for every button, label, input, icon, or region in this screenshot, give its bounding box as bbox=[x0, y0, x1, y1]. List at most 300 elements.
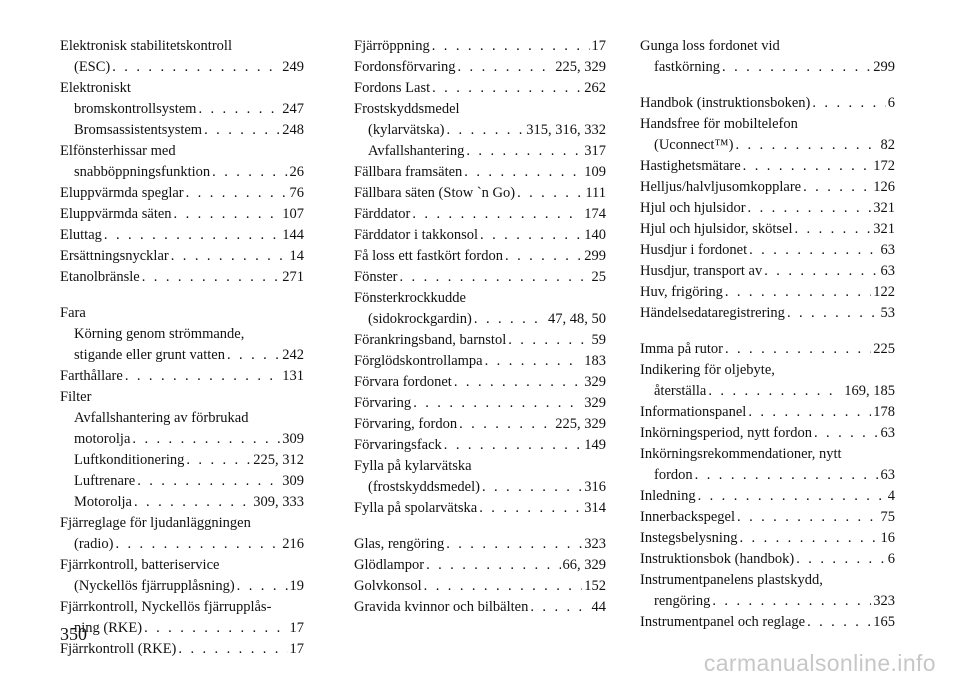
index-entry bbox=[60, 450, 304, 471]
index-entry bbox=[640, 339, 895, 360]
index-entry bbox=[640, 570, 895, 612]
index-entry bbox=[640, 423, 895, 444]
section-gap bbox=[60, 288, 304, 303]
index-term: återställa bbox=[654, 383, 707, 399]
page-reference: 299 bbox=[873, 59, 895, 75]
index-entry bbox=[60, 597, 304, 639]
index-entry bbox=[60, 387, 304, 450]
index-line bbox=[354, 414, 606, 435]
dot-leader bbox=[400, 267, 590, 288]
page-reference: 149 bbox=[584, 437, 606, 453]
index-entry bbox=[640, 261, 895, 282]
dot-leader bbox=[186, 450, 251, 471]
page-reference: 242 bbox=[282, 347, 304, 363]
page-reference: 19 bbox=[289, 578, 304, 594]
index-term: Huv, frigöring bbox=[640, 284, 723, 300]
page-reference: 59 bbox=[591, 332, 606, 348]
index-term: Elektroniskt bbox=[60, 80, 131, 96]
dot-leader bbox=[748, 402, 871, 423]
page-reference: 172 bbox=[873, 158, 895, 174]
index-term: Fjärrkontroll (RKE) bbox=[60, 641, 177, 657]
page-reference: 174 bbox=[584, 206, 606, 222]
dot-leader bbox=[454, 372, 582, 393]
index-term: Fjärrkontroll, Nyckellös fjärrupplås- bbox=[60, 599, 272, 615]
dot-leader bbox=[227, 345, 280, 366]
index-term: Instruktionsbok (handbok) bbox=[640, 551, 795, 567]
page-reference: 309 bbox=[282, 431, 304, 447]
index-term: Förglödskontrollampa bbox=[354, 353, 483, 369]
index-term: Färddator i takkonsol bbox=[354, 227, 479, 243]
index-line bbox=[640, 486, 895, 507]
dot-leader bbox=[125, 366, 280, 387]
index-line bbox=[60, 141, 304, 162]
index-line bbox=[354, 120, 606, 141]
page-reference: 140 bbox=[584, 227, 606, 243]
index-term: Instrumentpanel och reglage bbox=[640, 614, 806, 630]
index-term: (Nyckellös fjärrupplåsning) bbox=[74, 578, 235, 594]
index-entry bbox=[354, 78, 606, 99]
page-reference: 63 bbox=[880, 425, 895, 441]
page-reference: 321 bbox=[873, 200, 895, 216]
page-reference: 144 bbox=[282, 227, 304, 243]
page-reference: 271 bbox=[282, 269, 304, 285]
dot-leader bbox=[178, 639, 287, 660]
index-term: Instrumentpanelens plastskydd, bbox=[640, 572, 823, 588]
index-line bbox=[354, 267, 606, 288]
index-term: fordon bbox=[654, 467, 693, 483]
page-reference: 63 bbox=[880, 242, 895, 258]
index-line bbox=[640, 549, 895, 570]
index-entry bbox=[354, 162, 606, 183]
index-term: (kylarvätska) bbox=[368, 122, 445, 138]
dot-leader bbox=[505, 246, 582, 267]
index-term: Eluppvärmda speglar bbox=[60, 185, 184, 201]
page-reference: 321 bbox=[873, 221, 895, 237]
index-line bbox=[354, 477, 606, 498]
index-term: Fällbara säten (Stow `n Go) bbox=[354, 185, 516, 201]
index-line bbox=[354, 576, 606, 597]
index-term: Handbok (instruktionsboken) bbox=[640, 95, 811, 111]
dot-leader bbox=[413, 393, 582, 414]
index-line bbox=[60, 183, 304, 204]
index-term: Förvaring, fordon bbox=[354, 416, 458, 432]
dot-leader bbox=[794, 219, 871, 240]
index-line bbox=[60, 78, 304, 99]
index-entry bbox=[354, 141, 606, 162]
page-reference: 66, 329 bbox=[562, 557, 606, 573]
page-reference: 131 bbox=[282, 368, 304, 384]
dot-leader bbox=[464, 162, 582, 183]
dot-leader bbox=[137, 471, 280, 492]
dot-leader bbox=[134, 492, 251, 513]
index-line bbox=[60, 324, 304, 345]
index-line bbox=[640, 240, 895, 261]
index-line bbox=[640, 402, 895, 423]
index-line bbox=[640, 360, 895, 381]
index-line bbox=[354, 246, 606, 267]
index-term: Fällbara framsäten bbox=[354, 164, 463, 180]
index-term: Gravida kvinnor och bilbälten bbox=[354, 599, 529, 615]
dot-leader bbox=[722, 57, 871, 78]
index-entry bbox=[354, 57, 606, 78]
index-entry bbox=[640, 198, 895, 219]
index-entry bbox=[354, 597, 606, 618]
index-term: Körning genom strömmande, bbox=[74, 326, 245, 342]
index-entry bbox=[60, 555, 304, 597]
page-reference: 249 bbox=[282, 59, 304, 75]
index-term: Händelsedataregistrering bbox=[640, 305, 785, 321]
index-term: Husdjur, transport av bbox=[640, 263, 763, 279]
index-term: ning (RKE) bbox=[74, 620, 143, 636]
index-term: Etanolbränsle bbox=[60, 269, 140, 285]
dot-leader bbox=[198, 99, 280, 120]
index-line bbox=[640, 114, 895, 135]
index-line bbox=[60, 99, 304, 120]
index-term: Luftkonditionering bbox=[74, 452, 185, 468]
index-term: Eluppvärmda säten bbox=[60, 206, 172, 222]
index-entry bbox=[640, 486, 895, 507]
section-gap bbox=[354, 519, 606, 534]
index-term: Luftrenare bbox=[74, 473, 136, 489]
dot-leader bbox=[142, 267, 281, 288]
page-reference: 329 bbox=[584, 395, 606, 411]
dot-leader bbox=[737, 507, 878, 528]
page-reference: 316 bbox=[584, 479, 606, 495]
index-line bbox=[354, 99, 606, 120]
index-line bbox=[354, 162, 606, 183]
index-line bbox=[354, 393, 606, 414]
index-term: Gunga loss fordonet vid bbox=[640, 38, 780, 54]
index-term: Förvaringsfack bbox=[354, 437, 442, 453]
index-entry bbox=[354, 183, 606, 204]
index-term: fastkörning bbox=[654, 59, 721, 75]
index-entry bbox=[354, 555, 606, 576]
dot-leader bbox=[796, 549, 886, 570]
index-line bbox=[640, 282, 895, 303]
index-line bbox=[354, 225, 606, 246]
index-entry bbox=[354, 288, 606, 330]
page-reference: 76 bbox=[289, 185, 304, 201]
page-reference: 16 bbox=[880, 530, 895, 546]
dot-leader bbox=[446, 534, 582, 555]
page-reference: 314 bbox=[584, 500, 606, 516]
index-line bbox=[60, 429, 304, 450]
index-term: Fara bbox=[60, 305, 86, 321]
index-entry bbox=[640, 528, 895, 549]
page-reference: 315, 316, 332 bbox=[526, 122, 606, 138]
dot-leader bbox=[530, 597, 589, 618]
dot-leader bbox=[517, 183, 583, 204]
index-term: bromskontrollsystem bbox=[74, 101, 197, 117]
page-reference: 216 bbox=[282, 536, 304, 552]
page-reference: 323 bbox=[584, 536, 606, 552]
index-entry bbox=[60, 183, 304, 204]
index-term: (Uconnect™) bbox=[654, 137, 734, 153]
dot-leader bbox=[480, 225, 582, 246]
index-term: Förvaring bbox=[354, 395, 412, 411]
page-reference: 47, 48, 50 bbox=[548, 311, 606, 327]
index-term: Filter bbox=[60, 389, 92, 405]
index-entry bbox=[60, 204, 304, 225]
page-reference: 299 bbox=[584, 248, 606, 264]
index-term: Förankringsband, barnstol bbox=[354, 332, 507, 348]
dot-leader bbox=[466, 141, 582, 162]
index-entry bbox=[640, 219, 895, 240]
index-entry bbox=[354, 393, 606, 414]
index-entry bbox=[60, 120, 304, 141]
index-term: Ersättningsnycklar bbox=[60, 248, 169, 264]
index-term: Avfallshantering bbox=[368, 143, 465, 159]
index-entry bbox=[354, 204, 606, 225]
dot-leader bbox=[237, 576, 288, 597]
dot-leader bbox=[171, 246, 288, 267]
page-reference: 178 bbox=[873, 404, 895, 420]
index-entry bbox=[354, 330, 606, 351]
index-line bbox=[640, 93, 895, 114]
index-line bbox=[640, 219, 895, 240]
index-entry bbox=[354, 456, 606, 498]
index-term: Fönsterkrockkudde bbox=[354, 290, 466, 306]
index-term: (ESC) bbox=[74, 59, 111, 75]
index-entry bbox=[60, 366, 304, 387]
dot-leader bbox=[459, 414, 553, 435]
index-entry bbox=[354, 36, 606, 57]
dot-leader bbox=[698, 486, 886, 507]
index-line bbox=[60, 36, 304, 57]
index-entry bbox=[354, 498, 606, 519]
dot-leader bbox=[712, 591, 871, 612]
index-line bbox=[60, 120, 304, 141]
page-reference: 225, 329 bbox=[555, 416, 606, 432]
dot-leader bbox=[458, 57, 554, 78]
index-term: Glas, rengöring bbox=[354, 536, 445, 552]
dot-leader bbox=[807, 612, 871, 633]
page-reference: 329 bbox=[584, 374, 606, 390]
index-term: Innerbackspegel bbox=[640, 509, 736, 525]
index-line bbox=[354, 372, 606, 393]
index-line bbox=[60, 204, 304, 225]
index-line bbox=[60, 450, 304, 471]
index-term: motorolja bbox=[74, 431, 131, 447]
index-term: stigande eller grunt vatten bbox=[74, 347, 225, 363]
index-entry bbox=[354, 246, 606, 267]
index-line bbox=[354, 534, 606, 555]
index-entry bbox=[354, 267, 606, 288]
index-term: Färddator bbox=[354, 206, 411, 222]
page-reference: 111 bbox=[585, 185, 606, 201]
dot-leader bbox=[735, 135, 878, 156]
index-line bbox=[60, 471, 304, 492]
index-entry bbox=[60, 639, 304, 660]
index-term: Få loss ett fastkört fordon bbox=[354, 248, 504, 264]
page-reference: 126 bbox=[873, 179, 895, 195]
dot-leader bbox=[212, 162, 287, 183]
index-line bbox=[354, 288, 606, 309]
index-line bbox=[354, 141, 606, 162]
index-entry bbox=[354, 372, 606, 393]
dot-leader bbox=[426, 555, 560, 576]
index-line bbox=[640, 423, 895, 444]
dot-leader bbox=[695, 465, 879, 486]
section-gap bbox=[640, 78, 895, 93]
dot-leader bbox=[708, 381, 842, 402]
index-line bbox=[640, 444, 895, 465]
index-term: Inledning bbox=[640, 488, 696, 504]
index-line bbox=[60, 366, 304, 387]
index-entry bbox=[640, 402, 895, 423]
index-term: rengöring bbox=[654, 593, 711, 609]
page-reference: 17 bbox=[591, 38, 606, 54]
index-line bbox=[354, 309, 606, 330]
index-line bbox=[640, 36, 895, 57]
index-entry bbox=[60, 267, 304, 288]
section-gap bbox=[640, 324, 895, 339]
index-line bbox=[640, 591, 895, 612]
page-reference: 183 bbox=[584, 353, 606, 369]
dot-leader bbox=[444, 435, 582, 456]
page-number: 350 bbox=[60, 624, 87, 644]
index-term: Inkörningsrekommendationer, nytt bbox=[640, 446, 842, 462]
dot-leader bbox=[725, 282, 871, 303]
dot-leader bbox=[814, 423, 879, 444]
page-reference: 152 bbox=[584, 578, 606, 594]
index-entry bbox=[60, 513, 304, 555]
page-reference: 225, 312 bbox=[253, 452, 304, 468]
index-line bbox=[60, 597, 304, 618]
page-reference: 26 bbox=[289, 164, 304, 180]
index-line bbox=[640, 465, 895, 486]
index-term: Inkörningsperiod, nytt fordon bbox=[640, 425, 812, 441]
page-reference: 53 bbox=[880, 305, 895, 321]
index-entry bbox=[60, 471, 304, 492]
index-line bbox=[640, 570, 895, 591]
dot-leader bbox=[479, 498, 582, 519]
dot-leader bbox=[447, 120, 525, 141]
index-term: Fjärrkontroll, batteriservice bbox=[60, 557, 220, 573]
index-entry bbox=[640, 549, 895, 570]
index-line bbox=[354, 597, 606, 618]
index-line bbox=[640, 339, 895, 360]
index-term: Fylla på kylarvätska bbox=[354, 458, 472, 474]
page-reference: 309, 333 bbox=[253, 494, 304, 510]
page-reference: 63 bbox=[880, 263, 895, 279]
dot-leader bbox=[186, 183, 288, 204]
index-line bbox=[640, 381, 895, 402]
page-reference: 44 bbox=[591, 599, 606, 615]
dot-leader bbox=[485, 351, 583, 372]
index-term: Indikering för oljebyte, bbox=[640, 362, 775, 378]
index-entry bbox=[640, 303, 895, 324]
index-term: Avfallshantering av förbrukad bbox=[74, 410, 249, 426]
index-term: Fjärröppning bbox=[354, 38, 430, 54]
page-reference: 17 bbox=[289, 620, 304, 636]
index-line bbox=[60, 162, 304, 183]
index-term: (radio) bbox=[74, 536, 114, 552]
index-line bbox=[60, 639, 304, 660]
index-line bbox=[60, 267, 304, 288]
index-term: Farthållare bbox=[60, 368, 123, 384]
index-entry bbox=[640, 156, 895, 177]
index-line bbox=[60, 513, 304, 534]
dot-leader bbox=[803, 177, 871, 198]
index-entry bbox=[60, 225, 304, 246]
index-term: Helljus/halvljusomkopplare bbox=[640, 179, 802, 195]
dot-leader bbox=[812, 93, 885, 114]
page-reference: 317 bbox=[584, 143, 606, 159]
page-reference: 247 bbox=[282, 101, 304, 117]
index-line bbox=[354, 435, 606, 456]
index-term: Elfönsterhissar med bbox=[60, 143, 176, 159]
index-line bbox=[640, 198, 895, 219]
index-term: Fjärreglage för ljudanläggningen bbox=[60, 515, 251, 531]
page-reference: 17 bbox=[289, 641, 304, 657]
index-term: Frostskyddsmedel bbox=[354, 101, 460, 117]
index-entry bbox=[60, 303, 304, 366]
index-entry bbox=[60, 492, 304, 513]
index-line bbox=[354, 183, 606, 204]
dot-leader bbox=[432, 36, 590, 57]
index-line bbox=[354, 204, 606, 225]
index-line bbox=[640, 57, 895, 78]
index-line bbox=[354, 36, 606, 57]
dot-leader bbox=[204, 120, 280, 141]
index-line bbox=[640, 303, 895, 324]
dot-leader bbox=[748, 198, 872, 219]
index-line bbox=[60, 387, 304, 408]
index-entry bbox=[354, 225, 606, 246]
index-entry bbox=[354, 576, 606, 597]
dot-leader bbox=[787, 303, 879, 324]
dot-leader bbox=[424, 576, 583, 597]
index-entry bbox=[640, 36, 895, 78]
index-entry bbox=[640, 114, 895, 156]
index-entry bbox=[640, 240, 895, 261]
index-line bbox=[60, 408, 304, 429]
index-term: Fylla på spolarvätska bbox=[354, 500, 478, 516]
index-line bbox=[60, 534, 304, 555]
page-reference: 75 bbox=[880, 509, 895, 525]
index-term: snabböppningsfunktion bbox=[74, 164, 211, 180]
dot-leader bbox=[743, 156, 872, 177]
index-term: (sidokrockgardin) bbox=[368, 311, 472, 327]
index-entry bbox=[640, 444, 895, 486]
dot-leader bbox=[144, 618, 287, 639]
index-entry bbox=[640, 93, 895, 114]
dot-leader bbox=[132, 429, 280, 450]
index-term: Informationspanel bbox=[640, 404, 747, 420]
index-term: Hjul och hjulsidor bbox=[640, 200, 746, 216]
dot-leader bbox=[104, 225, 280, 246]
index-entry bbox=[640, 177, 895, 198]
index-line bbox=[640, 261, 895, 282]
index-term: Hjul och hjulsidor, skötsel bbox=[640, 221, 793, 237]
dot-leader bbox=[508, 330, 589, 351]
index-line bbox=[60, 246, 304, 267]
page-reference: 262 bbox=[584, 80, 606, 96]
index-line bbox=[60, 303, 304, 324]
index-line bbox=[354, 456, 606, 477]
index-line bbox=[60, 618, 304, 639]
index-line bbox=[60, 345, 304, 366]
index-entry bbox=[354, 99, 606, 141]
dot-leader bbox=[739, 528, 878, 549]
index-entry bbox=[60, 246, 304, 267]
index-term: Fönster bbox=[354, 269, 398, 285]
index-line bbox=[640, 612, 895, 633]
index-term: Imma på rutor bbox=[640, 341, 723, 357]
index-term: Elektronisk stabilitetskontroll bbox=[60, 38, 232, 54]
dot-leader bbox=[412, 204, 582, 225]
